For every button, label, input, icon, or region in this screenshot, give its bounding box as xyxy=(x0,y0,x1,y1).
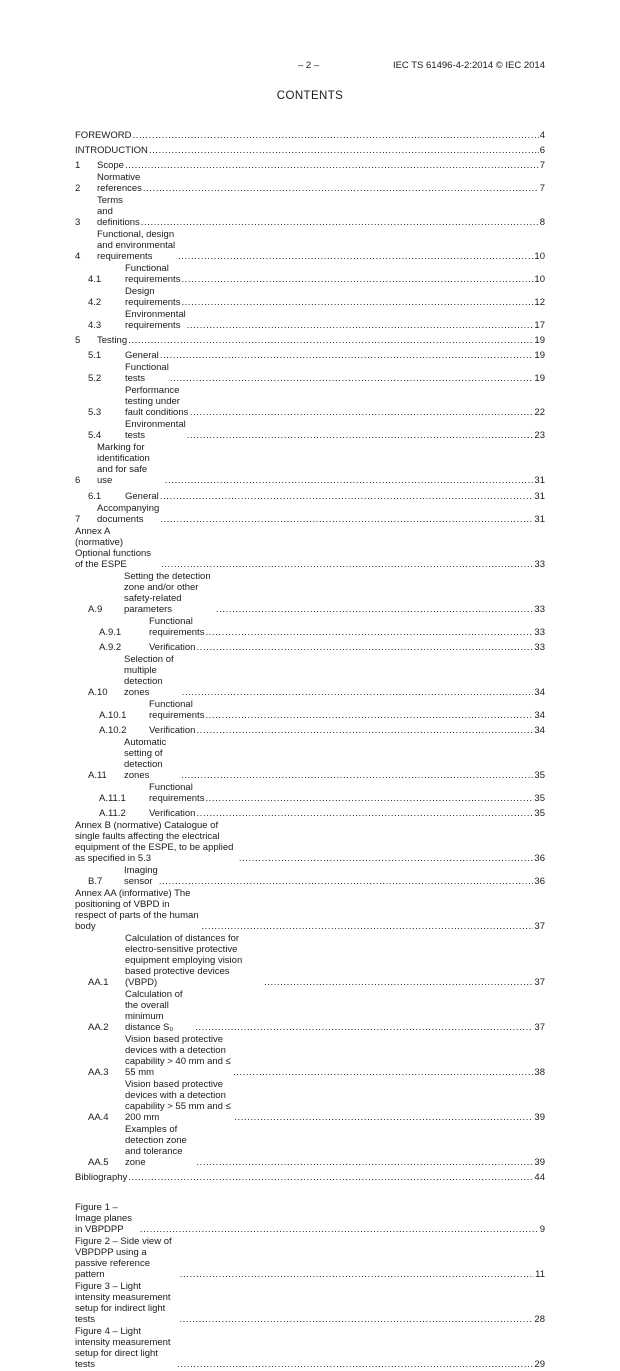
toc-entry-number: A.11 xyxy=(88,769,107,781)
toc-entry-label: Annex AA (informative) The positioning of VBPD in respect of parts of the human body xyxy=(75,887,199,932)
toc-entry[interactable] xyxy=(75,195,545,229)
toc-entry-label: Functional requirements xyxy=(125,263,181,286)
toc-entry-page: 19 xyxy=(534,335,545,347)
toc-entry[interactable] xyxy=(75,639,545,654)
toc-entry-label: Vision based protective devices with a detection capability > 55 mm and ≤ 200 mm xyxy=(125,1078,231,1123)
toc-entry[interactable] xyxy=(75,385,545,419)
dot-leader xyxy=(143,183,539,194)
toc-entry[interactable] xyxy=(75,1079,545,1124)
toc-entry-page: 44 xyxy=(534,1171,545,1183)
toc-entry[interactable] xyxy=(75,1124,545,1169)
dot-leader xyxy=(149,145,539,156)
toc-entry-label: Functional tests xyxy=(125,362,169,385)
dot-leader xyxy=(179,1314,533,1325)
dot-leader xyxy=(180,1269,534,1280)
dot-leader xyxy=(205,793,533,804)
toc-entry[interactable] xyxy=(75,442,545,487)
toc-entry-page: 31 xyxy=(534,513,545,525)
toc-entry[interactable] xyxy=(75,820,545,865)
toc-entry-page: 7 xyxy=(539,160,545,172)
dot-leader xyxy=(161,559,534,570)
dot-leader xyxy=(233,1067,533,1078)
toc-entry-number: 4.3 xyxy=(88,320,102,332)
toc-entry-label: Verification xyxy=(149,724,196,736)
toc-entry-number: A.10 xyxy=(88,686,108,698)
document-reference: IEC TS 61496-4-2:2014 © IEC 2014 xyxy=(392,60,545,71)
toc-entry-page: 9 xyxy=(539,1223,545,1235)
toc-entry-label: Figure 3 – Light intensity measurement setup for indirect light tests xyxy=(75,1280,171,1325)
toc-entry-page: 17 xyxy=(534,320,545,332)
toc-entry-label: General xyxy=(125,350,159,362)
dot-leader xyxy=(196,642,533,653)
toc-entry[interactable] xyxy=(75,127,545,142)
dot-leader xyxy=(125,160,539,171)
dot-leader xyxy=(195,1022,533,1033)
dot-leader xyxy=(128,1172,533,1183)
toc-entry-label: Verification xyxy=(149,641,196,653)
toc-entry-page: 28 xyxy=(534,1313,545,1325)
toc-entry-page: 34 xyxy=(534,686,545,698)
toc-entry-label: Automatic setting of detection zones xyxy=(124,736,167,781)
toc-entry-label: Figure 1 – Image planes in VBPDPP xyxy=(75,1201,133,1235)
toc-entry-number: A.10.1 xyxy=(99,709,127,721)
toc-entry-label: Terms and definitions xyxy=(97,195,140,229)
toc-entry-page: 37 xyxy=(534,1021,545,1033)
toc-entry[interactable] xyxy=(75,157,545,172)
dot-leader xyxy=(132,130,538,141)
toc-entry[interactable] xyxy=(75,782,545,805)
toc-entry-page: 35 xyxy=(534,769,545,781)
toc-entry-label: Calculation of the overall minimum distance S₀ xyxy=(125,988,183,1033)
toc-entry[interactable] xyxy=(75,526,545,571)
toc-entry-label: General xyxy=(125,490,159,502)
dot-leader xyxy=(205,627,533,638)
toc-entry-number: B.7 xyxy=(88,875,103,887)
toc-entry-page: 33 xyxy=(534,641,545,653)
toc-entry-number: AA.4 xyxy=(88,1111,109,1123)
toc-entry-page: 10 xyxy=(534,251,545,263)
toc-entry-page: 35 xyxy=(534,792,545,804)
toc-entry[interactable] xyxy=(75,888,545,933)
toc-entry[interactable] xyxy=(75,347,545,362)
dot-leader xyxy=(196,808,533,819)
toc-entry-label: Examples of detection zone and tolerance zone xyxy=(125,1123,187,1168)
toc-entry[interactable] xyxy=(75,865,545,888)
toc-entry[interactable] xyxy=(75,487,545,502)
dot-leader xyxy=(182,687,534,698)
toc-entry[interactable] xyxy=(75,362,545,385)
toc-entry[interactable] xyxy=(75,989,545,1034)
toc-entry-label: Annex A (normative) Optional functions of the ESPE xyxy=(75,525,152,570)
toc-entry-page: 34 xyxy=(534,724,545,736)
toc-entry-number: 6 xyxy=(75,475,81,487)
table-of-contents xyxy=(75,127,545,1371)
toc-entry[interactable] xyxy=(75,1169,545,1184)
page-number: – 2 – xyxy=(298,60,320,71)
dot-leader xyxy=(160,491,534,502)
toc-entry-page: 35 xyxy=(534,807,545,819)
toc-entry-page: 39 xyxy=(534,1156,545,1168)
toc-entry-page: 8 xyxy=(539,217,545,229)
dot-leader xyxy=(187,430,534,441)
toc-entry-label: Scope xyxy=(97,160,124,172)
toc-entry-number: 6.1 xyxy=(88,490,102,502)
figure-list-item[interactable] xyxy=(75,1326,545,1371)
dot-leader xyxy=(264,977,533,988)
dot-leader xyxy=(196,725,533,736)
toc-entry-label: Functional requirements xyxy=(149,615,205,638)
toc-entry-label: Vision based protective devices with a detection capability > 40 mm and ≤ 55 mm xyxy=(125,1033,231,1078)
toc-entry-number: 4.1 xyxy=(88,274,102,286)
toc-entry-number: AA.5 xyxy=(88,1156,109,1168)
toc-entry-number: 5.2 xyxy=(88,373,102,385)
toc-entry-number: A.11.2 xyxy=(99,807,126,819)
toc-entry-label: Calculation of distances for electro-sensitive protective equipment employing vision based protective devices (VBPD) xyxy=(125,932,243,988)
toc-entry[interactable] xyxy=(75,933,545,989)
toc-entry[interactable] xyxy=(75,654,545,699)
toc-entry-label: Figure 4 – Light intensity measurement setup for direct light tests xyxy=(75,1325,171,1370)
toc-entry-page: 10 xyxy=(534,274,545,286)
dot-leader xyxy=(201,921,533,932)
dot-leader xyxy=(159,876,534,887)
toc-entry-number: 4.2 xyxy=(88,297,102,309)
toc-entry-page: 36 xyxy=(534,875,545,887)
toc-entry-page: 6 xyxy=(539,145,545,157)
toc-entry[interactable] xyxy=(75,229,545,263)
toc-entry-page: 33 xyxy=(534,626,545,638)
toc-entry-page: 38 xyxy=(534,1066,545,1078)
dot-leader xyxy=(170,373,534,384)
toc-entry-number: AA.2 xyxy=(88,1021,109,1033)
toc-entry[interactable] xyxy=(75,1034,545,1079)
toc-entry-label: Marking for identification and for safe use xyxy=(97,442,150,487)
dot-leader xyxy=(141,217,539,228)
toc-entry-label: Annex B (normative) Catalogue of single faults affecting the electrical equipment of the ESPE, to be applied as specified in 5.3 xyxy=(75,819,234,864)
toc-entry-label: FOREWORD xyxy=(75,130,132,142)
toc-entry-label: Imaging sensor xyxy=(124,864,158,887)
toc-entry-page: 29 xyxy=(534,1358,545,1370)
toc-entry[interactable] xyxy=(75,419,545,442)
toc-entry-page: 19 xyxy=(534,350,545,362)
toc-entry-page: 33 xyxy=(534,603,545,615)
toc-entry[interactable] xyxy=(75,699,545,722)
toc-entry-label: Accompanying documents xyxy=(97,502,160,525)
dot-leader xyxy=(190,407,534,418)
dot-leader xyxy=(177,1359,533,1370)
toc-entry-page: 11 xyxy=(535,1268,545,1280)
toc-entry-number: AA.3 xyxy=(88,1066,109,1078)
dot-leader xyxy=(140,1224,539,1235)
figure-list-item[interactable] xyxy=(75,1281,545,1326)
dot-leader xyxy=(181,297,533,308)
dot-leader xyxy=(216,604,534,615)
dot-leader xyxy=(187,320,534,331)
toc-entry-number: 5.1 xyxy=(88,350,102,362)
toc-entry-label: Setting the detection zone and/or other safety-related parameters xyxy=(124,570,211,615)
toc-entry-number: A.10.2 xyxy=(99,724,127,736)
toc-entry-page: 23 xyxy=(534,430,545,442)
dot-leader xyxy=(181,770,533,781)
figure-list-item[interactable] xyxy=(75,1236,545,1281)
toc-entry-label: Bibliography xyxy=(75,1171,128,1183)
toc-entry-page: 39 xyxy=(534,1111,545,1123)
toc-entry[interactable] xyxy=(75,332,545,347)
toc-entry-label: Design requirements xyxy=(125,286,181,309)
toc-entry[interactable] xyxy=(75,737,545,782)
dot-leader xyxy=(178,251,533,262)
page-header xyxy=(0,60,620,72)
toc-entry[interactable] xyxy=(75,571,545,616)
toc-entry-page: 31 xyxy=(534,475,545,487)
toc-entry[interactable] xyxy=(75,616,545,639)
toc-entry[interactable] xyxy=(75,503,545,526)
toc-entry[interactable] xyxy=(75,805,545,820)
toc-entry-label: INTRODUCTION xyxy=(75,145,148,157)
toc-entry-label: Selection of multiple detection zones xyxy=(124,653,174,698)
dot-leader xyxy=(165,475,534,486)
toc-entry-number: 7 xyxy=(75,513,81,525)
toc-entry-page: 12 xyxy=(534,297,545,309)
toc-entry[interactable] xyxy=(75,309,545,332)
figure-list-item[interactable] xyxy=(75,1202,545,1236)
page-title: CONTENTS xyxy=(276,90,344,102)
toc-entry-number: 5.4 xyxy=(88,430,102,442)
toc-entry-label: Environmental requirements xyxy=(125,309,186,332)
toc-entry-number: A.9.1 xyxy=(99,626,122,638)
toc-entry-label: Normative references xyxy=(97,172,142,195)
toc-entry-label: Functional requirements xyxy=(149,781,205,804)
toc-entry[interactable] xyxy=(75,172,545,195)
dot-leader xyxy=(234,1112,533,1123)
toc-entry-page: 7 xyxy=(539,183,545,195)
toc-entry-page: 19 xyxy=(534,373,545,385)
toc-entry-label: Testing xyxy=(97,335,128,347)
toc-entry-label: Performance testing under fault conditions xyxy=(125,385,189,419)
toc-entry-page: 4 xyxy=(539,130,545,142)
toc-entry[interactable] xyxy=(75,263,545,286)
toc-entry-page: 31 xyxy=(534,490,545,502)
toc-entry-number: 4 xyxy=(75,251,81,263)
dot-leader xyxy=(128,335,533,346)
toc-entry-page: 36 xyxy=(534,852,545,864)
toc-entry-number: 3 xyxy=(75,217,81,229)
dot-leader xyxy=(196,1157,533,1168)
dot-leader xyxy=(160,514,533,525)
toc-entry-label: Figure 2 – Side view of VBPDPP using a passive reference pattern xyxy=(75,1235,172,1280)
dot-leader xyxy=(160,350,534,361)
toc-entry-number: A.9 xyxy=(88,603,103,615)
toc-entry-label: Environmental tests xyxy=(125,419,186,442)
toc-entry-page: 37 xyxy=(534,920,545,932)
toc-entry[interactable] xyxy=(75,722,545,737)
toc-entry-number: 2 xyxy=(75,183,81,195)
toc-entry-page: 33 xyxy=(534,558,545,570)
toc-entry[interactable] xyxy=(75,142,545,157)
dot-leader xyxy=(205,710,533,721)
toc-entry-number: 5 xyxy=(75,335,81,347)
toc-entry[interactable] xyxy=(75,286,545,309)
toc-entry-number: AA.1 xyxy=(88,976,109,988)
toc-entry-label: Functional, design and environmental requirements xyxy=(97,229,176,263)
toc-entry-number: A.9.2 xyxy=(99,641,122,653)
section-spacer xyxy=(75,1184,545,1202)
toc-entry-number: 5.3 xyxy=(88,407,102,419)
dot-leader xyxy=(239,853,534,864)
toc-entry-number: 1 xyxy=(75,160,81,172)
toc-entry-label: Functional requirements xyxy=(149,698,205,721)
toc-entry-page: 34 xyxy=(534,709,545,721)
toc-entry-number: A.11.1 xyxy=(99,792,126,804)
toc-entry-page: 37 xyxy=(534,976,545,988)
dot-leader xyxy=(181,274,533,285)
toc-entry-label: Verification xyxy=(149,807,196,819)
toc-entry-page: 22 xyxy=(534,407,545,419)
